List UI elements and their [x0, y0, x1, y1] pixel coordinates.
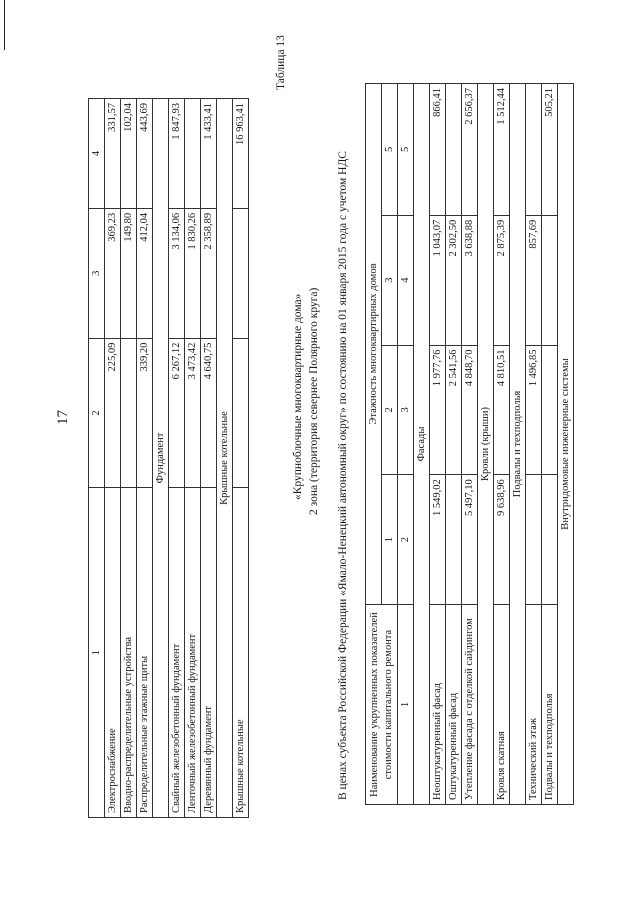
- column-index-1: 1: [398, 605, 414, 805]
- table-12: [88, 98, 249, 818]
- cell-value: 1 512,44: [494, 84, 510, 216]
- cell-value: 2 541,56: [446, 345, 462, 475]
- table-row: [462, 84, 478, 805]
- cell-value: 505,21: [542, 84, 558, 216]
- table-row: [121, 99, 137, 818]
- table-13: [365, 83, 574, 805]
- cell-value: 2 656,37: [462, 84, 478, 216]
- row-label: Вводно-распределительные устройства: [121, 488, 137, 818]
- table-row: [233, 99, 249, 818]
- cell-value: 9 638,96: [494, 475, 510, 605]
- column-index-3: 3: [89, 208, 105, 338]
- table-header-row: [89, 99, 105, 818]
- section-row: [153, 99, 169, 818]
- column-name-header: Наименование укрупненных показателей стоимости капитального ремонта: [366, 605, 398, 805]
- section-title: Фундамент: [153, 99, 169, 818]
- corner-rule: [4, 0, 5, 50]
- floor-number: 2: [382, 345, 398, 475]
- section-row: [217, 99, 233, 818]
- table-row: [185, 99, 201, 818]
- table-row: [430, 84, 446, 805]
- cell-value: 443,69: [137, 99, 153, 209]
- cell-value: [185, 99, 201, 209]
- column-index-4: 4: [398, 215, 414, 345]
- table-row: [105, 99, 121, 818]
- section-row: [510, 84, 526, 805]
- section-row: [478, 84, 494, 805]
- table-row: [137, 99, 153, 818]
- floor-number: 3: [382, 215, 398, 345]
- cell-value: 1 847,93: [169, 99, 185, 209]
- row-label: Оштукатуренный фасад: [446, 605, 462, 805]
- floor-number: 5: [382, 84, 398, 216]
- cell-value: 3 638,88: [462, 215, 478, 345]
- cell-value: 102,04: [121, 99, 137, 209]
- cell-value: 369,23: [105, 208, 121, 338]
- section-row: [558, 84, 574, 805]
- cell-value: 1 549,02: [430, 475, 446, 605]
- cell-value: 1 433,41: [201, 99, 217, 209]
- cell-value: 149,80: [121, 208, 137, 338]
- table-row: [526, 84, 542, 805]
- cell-value: 2 302,50: [446, 215, 462, 345]
- column-index-2: 2: [398, 475, 414, 605]
- row-label: Деревянный фундамент: [201, 488, 217, 818]
- cell-value: [542, 345, 558, 475]
- row-label: Технический этаж: [526, 605, 542, 805]
- title-line-1: «Крупноблочные многоквартирные дома»: [292, 293, 304, 500]
- cell-value: 412,04: [137, 208, 153, 338]
- cell-value: 3 473,42: [185, 338, 201, 488]
- section-title: Подвалы и техподполья: [510, 84, 526, 805]
- cell-value: 1 830,26: [185, 208, 201, 338]
- index-row: [398, 84, 414, 805]
- page-number: 17: [55, 410, 71, 425]
- row-label: Электроснабжение: [105, 488, 121, 818]
- column-index-1: 1: [89, 488, 105, 818]
- row-label: Распределительные этажные щиты: [137, 488, 153, 818]
- row-label: Подвалы и техподполья: [542, 605, 558, 805]
- cell-value: [233, 208, 249, 338]
- header-row: [366, 84, 382, 805]
- section-row: [414, 84, 430, 805]
- cell-value: 2 358,89: [201, 208, 217, 338]
- row-label: Утепление фасада с отделкой сайдингом: [462, 605, 478, 805]
- cell-value: [446, 84, 462, 216]
- row-label: Ленточный железобетонный фундамент: [185, 488, 201, 818]
- column-index-2: 2: [89, 338, 105, 488]
- section-title: Кровли (крыши): [478, 84, 494, 805]
- cell-value: [446, 475, 462, 605]
- cell-value: [526, 84, 542, 216]
- cell-value: 6 267,12: [169, 338, 185, 488]
- cell-value: 1 496,85: [526, 345, 542, 475]
- cell-value: 5 497,10: [462, 475, 478, 605]
- cell-value: 857,69: [526, 215, 542, 345]
- title-line-3: В ценах субъекта Российской Федерации «Ямало-Ненецкий автономный округ» по состоянию на 01 января 2015 года с учетом НДС: [337, 151, 349, 800]
- floor-number: 1: [382, 475, 398, 605]
- cell-value: 1 977,76: [430, 345, 446, 475]
- cell-value: [542, 475, 558, 605]
- row-label: Крышные котельные: [233, 488, 249, 818]
- table-row: [494, 84, 510, 805]
- column-index-4: 4: [89, 99, 105, 209]
- section-title: Фасады: [414, 84, 430, 805]
- table-row: [201, 99, 217, 818]
- table-13-label: Таблица 13: [275, 35, 287, 90]
- cell-value: 4 640,75: [201, 338, 217, 488]
- column-index-5: 5: [398, 84, 414, 216]
- floors-header: Этажность многоквартирных домов: [366, 84, 382, 605]
- cell-value: 3 134,06: [169, 208, 185, 338]
- table-row: [542, 84, 558, 805]
- row-label: Кровля скатная: [494, 605, 510, 805]
- table-row: [446, 84, 462, 805]
- cell-value: 331,57: [105, 99, 121, 209]
- row-label: Неоштукатуренный фасад: [430, 605, 446, 805]
- row-label: Свайный железобетонный фундамент: [169, 488, 185, 818]
- cell-value: 866,41: [430, 84, 446, 216]
- cell-value: 16 963,41: [233, 99, 249, 209]
- section-title: Внутридомовые инженерные системы: [558, 84, 574, 805]
- cell-value: 339,20: [137, 338, 153, 488]
- cell-value: [542, 215, 558, 345]
- cell-value: 4 848,70: [462, 345, 478, 475]
- cell-value: [233, 338, 249, 488]
- section-title: Крышные котельные: [217, 99, 233, 818]
- table-row: [169, 99, 185, 818]
- cell-value: [526, 475, 542, 605]
- title-line-2: 2 зона (территория севернее Полярного круга): [308, 287, 320, 515]
- cell-value: 1 043,07: [430, 215, 446, 345]
- cell-value: 225,09: [105, 338, 121, 488]
- cell-value: [121, 338, 137, 488]
- column-index-3: 3: [398, 345, 414, 475]
- cell-value: 2 875,39: [494, 215, 510, 345]
- cell-value: 4 810,51: [494, 345, 510, 475]
